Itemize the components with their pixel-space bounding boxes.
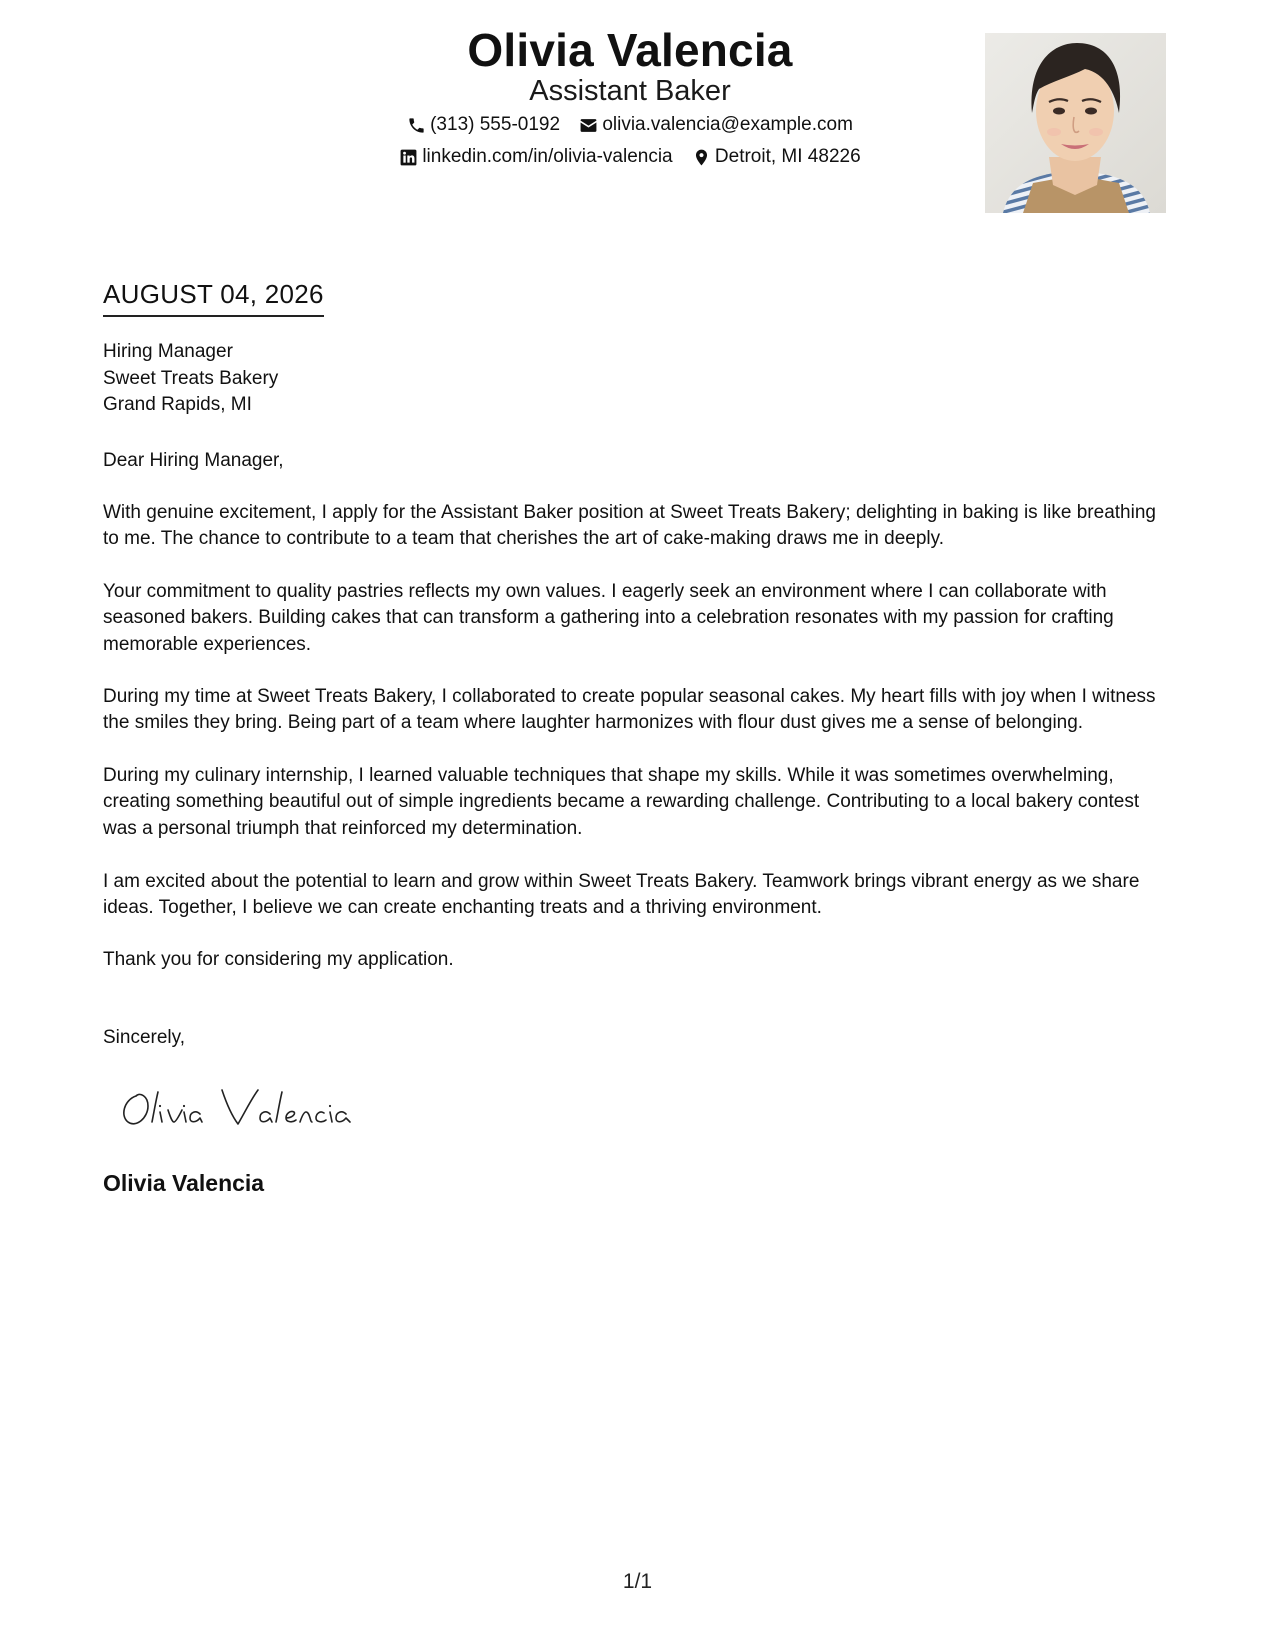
signature-image [118, 1084, 358, 1134]
body-paragraph: During my time at Sweet Treats Bakery, I collaborated to create popular seasonal cakes. My heart fills with joy when I witness the smiles they bring. Being part of a team where laughter harmonizes with flour dust gives me a sense of belonging. [103, 686, 1156, 734]
body-paragraph: With genuine excitement, I apply for the Assistant Baker position at Sweet Treats Bakery; delighting in baking is like breathing to me. The chance to contribute to a team that cherishes the art of cake-making draws me in deeply. [103, 502, 1156, 550]
email-contact[interactable] [579, 112, 853, 138]
body-paragraph: I am excited about the potential to learn and grow within Sweet Treats Bakery. Teamwork brings vibrant energy as we share ideas. Together, I believe we can create enchanting treats and a thriving environment. [103, 871, 1140, 919]
candidate-name: Olivia Valencia [467, 24, 793, 76]
phone-text: (313) 555-0192 [430, 114, 561, 135]
location-text: Detroit, MI 48226 [714, 146, 861, 167]
recipient-block [103, 339, 278, 419]
map-pin-icon [692, 148, 711, 167]
phone-contact [407, 112, 560, 138]
envelope-icon [579, 116, 598, 135]
signer-name: Olivia Valencia [103, 1170, 265, 1196]
candidate-role: Assistant Baker [529, 75, 731, 107]
body-paragraph: Your commitment to quality pastries reflects my own values. I eagerly seek an environment where I can collaborate with seasoned bakers. Building cakes that can transform a gathering into a celebration resonates with my passion for crafting memorable experiences. [103, 581, 1114, 655]
page-number: 1/1 [622, 1570, 653, 1593]
linkedin-icon [399, 148, 418, 167]
profile-photo [985, 33, 1166, 213]
recipient-company: Sweet Treats Bakery [103, 367, 279, 389]
email-link[interactable]: olivia.valencia@example.com [602, 114, 853, 135]
phone-icon [407, 116, 426, 135]
linkedin-link[interactable]: linkedin.com/in/olivia-valencia [422, 146, 673, 167]
body-paragraph: Thank you for considering my application. [103, 949, 454, 970]
recipient-location: Grand Rapids, MI [103, 394, 252, 415]
location-contact [692, 144, 861, 170]
letter-date: AUGUST 04, 2026 [103, 278, 324, 317]
body-paragraph: During my culinary internship, I learned valuable techniques that shape my skills. While it was sometimes overwhelming, creating something beautiful out of simple ingredients became a rewarding challenge. Contributing to a local bakery contest was a personal triumph that reinforced my determination. [103, 765, 1140, 839]
linkedin-contact[interactable] [399, 144, 672, 170]
closing: Sincerely, [103, 1027, 186, 1048]
recipient-title: Hiring Manager [103, 341, 233, 362]
salutation: Dear Hiring Manager, [103, 450, 284, 471]
